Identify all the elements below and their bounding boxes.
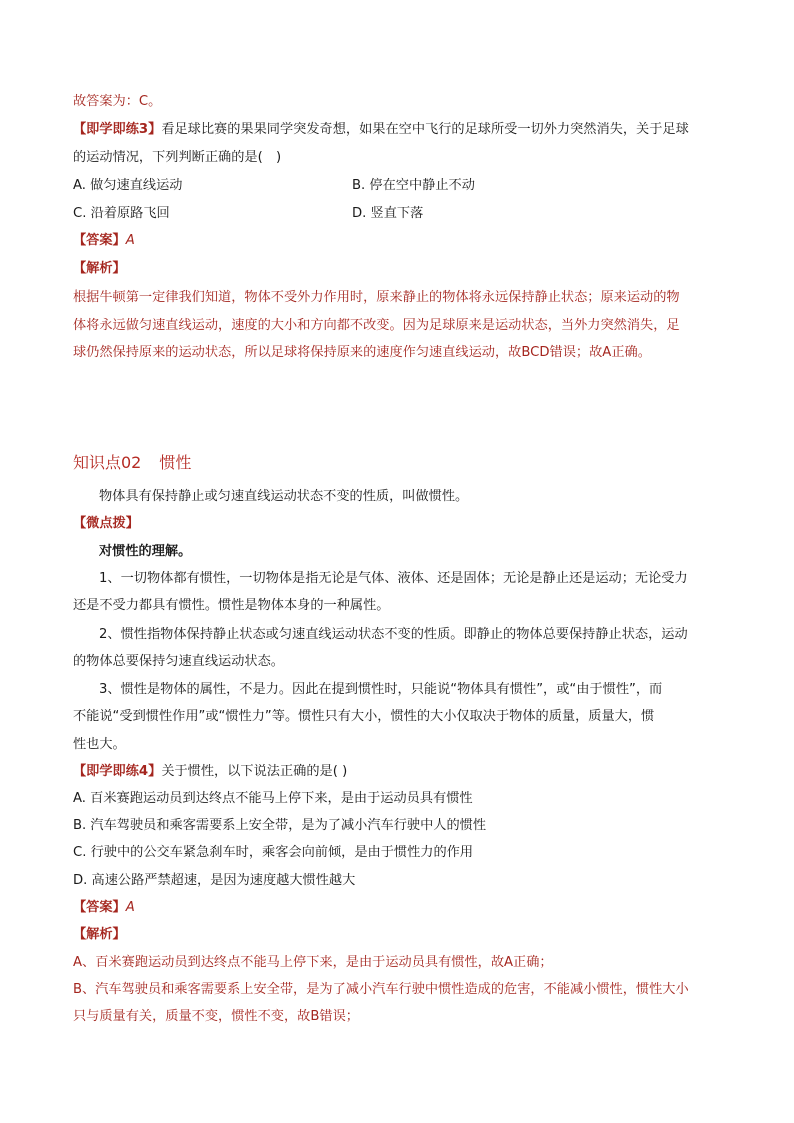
option-a: A. 做匀速直线运动 <box>73 178 183 193</box>
section-title: 惯性 <box>159 453 192 472</box>
option-b: B. 停在空中静止不动 <box>352 178 475 193</box>
question-3-tag: 【即学即练3】 <box>73 122 162 137</box>
section-number: 知识点02 <box>73 453 142 472</box>
inertia-definition: 物体具有保持静止或匀速直线运动状态不变的性质，叫做惯性。 <box>99 489 469 504</box>
analysis-line-3: 球仍然保持原来的运动状态，所以足球将保持原来的速度作匀速直线运动，故BCD错误；故A正确。 <box>73 345 651 360</box>
question-3-text: 看足球比赛的果果同学突发奇想，如果在空中飞行的足球所受一切外力突然消失，关于足球 <box>161 122 689 137</box>
analysis-line-2: 体将永远做匀速直线运动，速度的大小和方向都不改变。因为足球原来是运动状态，当外力突然消失，足 <box>73 318 680 333</box>
question-4-tag: 【即学即练4】 <box>73 764 162 779</box>
question-4-line <box>73 762 347 782</box>
q4-analysis-label: 【解析】 <box>73 927 126 942</box>
q4-option-d: D. 高速公路严禁超速，是因为速度越大惯性越大 <box>73 873 356 888</box>
question-3-line-1 <box>73 120 689 140</box>
analysis-label: 【解析】 <box>73 261 126 276</box>
q4-analysis-b-line-1: B、汽车驾驶员和乘客需要系上安全带，是为了减小汽车行驶中惯性造成的危害，不能减小惯性，惯性大小 <box>73 982 689 997</box>
q4-option-b: B. 汽车驾驶员和乘客需要系上安全带，是为了减小汽车行驶中人的惯性 <box>73 818 487 833</box>
q4-answer-label: 【答案】 <box>73 900 126 915</box>
point-2-line-1: 2、惯性指物体保持静止状态或匀速直线运动状态不变的性质。即静止的物体总要保持静止状态，运动 <box>99 627 688 642</box>
question-3-line-2: 的运动情况，下列判断正确的是( ) <box>73 150 282 165</box>
q4-option-a: A. 百米赛跑运动员到达终点不能马上停下来，是由于运动员具有惯性 <box>73 791 473 806</box>
answer-line-prev: 故答案为：C。 <box>73 94 162 109</box>
answer-label: 【答案】 <box>73 233 126 248</box>
tip-label: 【微点拨】 <box>73 516 139 531</box>
point-1-line-1: 1、一切物体都有惯性，一切物体是指无论是气体、液体、还是固体；无论是静止还是运动；无论受力 <box>99 571 688 586</box>
tip-title: 对惯性的理解。 <box>99 544 192 559</box>
answer-line <box>73 231 135 251</box>
point-2-line-2: 的物体总要保持匀速直线运动状态。 <box>73 654 284 669</box>
section-heading <box>73 451 191 475</box>
point-3-line-2: 不能说“受到惯性作用”或“惯性力”等。惯性只有大小，惯性的大小仅取决于物体的质量，质量大，惯 <box>73 709 655 724</box>
point-3-line-1: 3、惯性是物体的属性，不是力。因此在提到惯性时，只能说“物体具有惯性”，或“由于惯性”，而 <box>99 682 663 697</box>
option-c: C. 沿着原路飞回 <box>73 206 170 221</box>
point-3-line-3: 性也大。 <box>73 737 126 752</box>
q4-option-c: C. 行驶中的公交车紧急刹车时，乘客会向前倾，是由于惯性力的作用 <box>73 845 474 860</box>
option-d: D. 竖直下落 <box>352 206 424 221</box>
q4-answer-line <box>73 898 135 918</box>
answer-value: A <box>125 233 135 248</box>
point-1-line-2: 还是不受力都具有惯性。惯性是物体本身的一种属性。 <box>73 598 390 613</box>
q4-analysis-b-line-2: 只与质量有关，质量不变，惯性不变，故B错误； <box>73 1009 359 1024</box>
q4-answer-value: A <box>125 900 135 915</box>
analysis-line-1: 根据牛顿第一定律我们知道，物体不受外力作用时，原来静止的物体将永远保持静止状态；原来运动的物 <box>73 290 680 305</box>
q4-analysis-a: A、百米赛跑运动员到达终点不能马上停下来，是由于运动员具有惯性，故A正确； <box>73 955 553 970</box>
question-4-text: 关于惯性，以下说法正确的是( ) <box>161 764 348 779</box>
